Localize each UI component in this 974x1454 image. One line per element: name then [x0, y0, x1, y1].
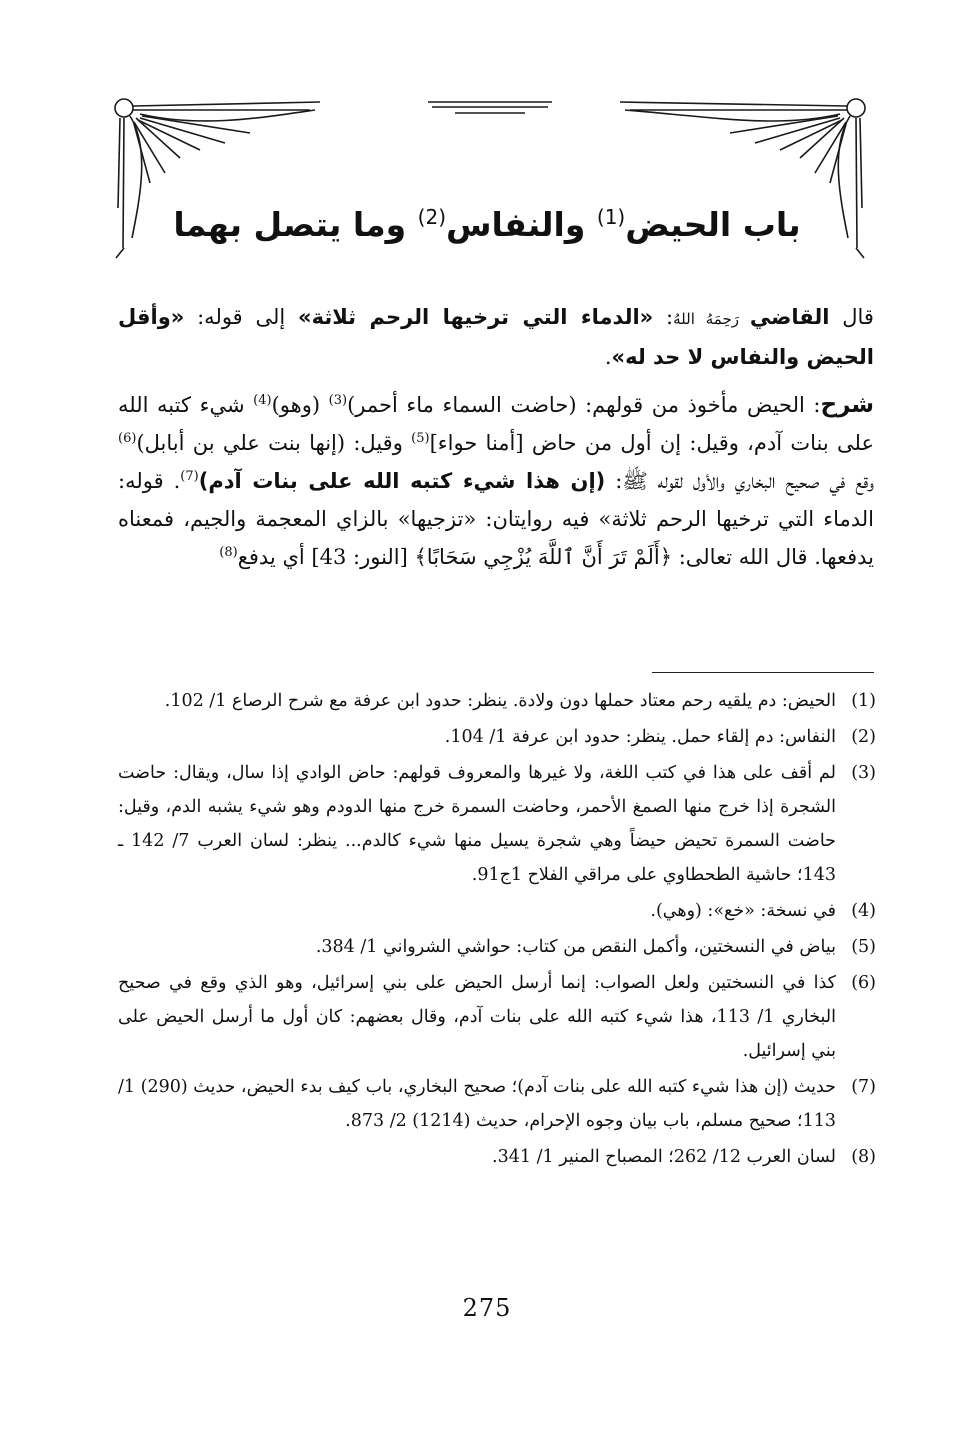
- footnote-text: الحيض: دم يلقيه رحم معتاد حملها دون ولادة. ينظر: حدود ابن عرفة مع شرح الرصاع 1/ 102.: [164, 691, 836, 711]
- title-text-1: باب الحيض: [625, 205, 801, 244]
- main-text: [118, 298, 874, 576]
- sharh-text: (وهو): [271, 393, 329, 417]
- footnote-ref-3[interactable]: (3): [328, 393, 348, 408]
- sharh-paragraph: [118, 386, 874, 576]
- sharh-label: شرح: [820, 392, 875, 418]
- intro-quote: «الدماء التي ترخيها الرحم ثلاثة»: [298, 305, 654, 329]
- intro-quote: «وأقل الحيض والنفاس لا حد له»: [118, 305, 874, 369]
- footnote-number: (3): [851, 763, 876, 783]
- title-footnote-ref-2[interactable]: (2): [417, 205, 447, 229]
- footnote: [118, 720, 876, 754]
- hadith-quote: (إن هذا شيء كتبه الله على بنات آدم): [198, 469, 606, 493]
- footnote-text: حديث (إن هذا شيء كتبه الله على بنات آدم)؛ صحيح البخاري، باب كيف بدء الحيض، حديث (290) 1/ 113؛ صحيح مسلم، باب بيان وجوه الإحرام، حديث (1214) 2/ 873.: [118, 1077, 837, 1131]
- title-text-2: والنفاس: [446, 205, 597, 244]
- footnote-text: لم أقف على هذا في كتب اللغة، ولا غيرها والمعروف قولهم: حاض الوادي إذا سال، ويقال: حاضت الشجرة إذا خرج منها الصمغ الأحمر، وحاضت السمرة خرج منها الدودم وهو شيء يشبه الدم، وقيل: حاضت السمرة تحيض حيضاً وهي شجرة يسيل منها شيء كالدم... ينظر: لسان العرب 7/ 142 ـ 143؛ حاشية الطحطاوي على مراقي الفلاح 1ج91.: [118, 763, 836, 885]
- sharh-text: وقع في صحيح البخاري والأول لقوله ﷺ:: [605, 469, 874, 493]
- footnote-ref-7[interactable]: (7): [180, 469, 199, 484]
- footnote-text: في نسخة: «خع»: (وهي).: [650, 901, 836, 921]
- footnote-text: النفاس: دم إلقاء حمل. ينظر: حدود ابن عرفة 1/ 104.: [444, 727, 836, 747]
- honorific-symbol: رَحِمَهُ اللهُ: [673, 310, 750, 328]
- footnote: [118, 930, 876, 964]
- sharh-text: وقيل: (إنها بنت علي بن أبابل): [136, 431, 412, 455]
- footnote-separator: [652, 672, 874, 673]
- footnote: [118, 684, 876, 718]
- footnote-text: بياض في النسختين، وأكمل النقص من كتاب: حواشي الشرواني 1/ 384.: [315, 937, 836, 957]
- sharh-text: : الحيض مأخوذ من قولهم: (حاضت السماء ماء أحمر): [347, 393, 821, 417]
- footnote-ref-8[interactable]: (8): [219, 545, 238, 560]
- intro-text: إلى قوله:: [184, 305, 299, 329]
- page-number: 275: [462, 1294, 512, 1322]
- footnote-ref-6[interactable]: (6): [118, 431, 137, 446]
- title-text-3: وما يتصل بهما: [173, 205, 418, 244]
- footnote-number: (7): [851, 1077, 876, 1097]
- footnote: [118, 1140, 876, 1174]
- footnote-text: كذا في النسختين ولعل الصواب: إنما أرسل الحيض على بني إسرائيل، وهو الذي وقع في صحيح البخاري 1/ 113، هذا شيء كتبه الله على بنات آدم، وقال بعضهم: كان أول ما أرسل الحيض على بني إسرائيل.: [118, 973, 836, 1061]
- intro-text: .: [604, 345, 612, 369]
- footnotes: [118, 684, 876, 1176]
- footnote-text: لسان العرب 12/ 262؛ المصباح المنير 1/ 341.: [492, 1147, 836, 1167]
- footnote-number: (4): [851, 901, 876, 921]
- sharh-text: . قوله: الدماء التي ترخيها الرحم ثلاثة» فيه روايتان: «تزجيها» بالزاي المعجمة والجيم، فمعناه يدفعها. قال الله تعالى: ﴿أَلَمْ تَرَ أَنَّ ٱللَّهَ يُزْجِي سَحَابًا﴾ [النور: 43] أي يدفع: [118, 469, 874, 569]
- sharh-text: شيء كتبه الله على بنات آدم، وقيل: إن أول من حاض [أمنا حواء]: [118, 393, 874, 455]
- intro-text: قال: [829, 305, 874, 329]
- intro-speaker: القاضي: [749, 305, 830, 329]
- footnote-number: (5): [851, 937, 876, 957]
- footnote-number: (8): [851, 1147, 876, 1167]
- footnote-ref-4[interactable]: (4): [253, 393, 272, 408]
- footnote-ref-5[interactable]: (5): [411, 431, 430, 446]
- intro-paragraph: [118, 298, 874, 376]
- footnote: [118, 966, 876, 1068]
- header-ornament: [110, 88, 870, 288]
- footnote: [118, 894, 876, 928]
- footnote: [118, 1070, 876, 1138]
- footnote-number: (1): [851, 691, 876, 711]
- footnote: [118, 756, 876, 892]
- footnote-number: (2): [851, 727, 876, 747]
- chapter-title: [120, 200, 854, 250]
- intro-text: :: [653, 305, 674, 329]
- footnote-number: (6): [851, 973, 876, 993]
- title-footnote-ref-1[interactable]: (1): [596, 205, 626, 229]
